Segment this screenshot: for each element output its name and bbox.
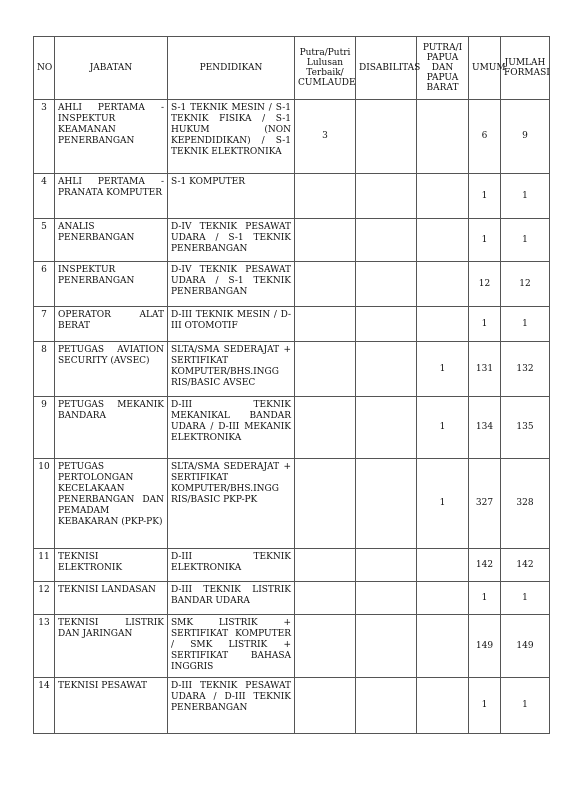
table-cell-umum: 1 [469,219,501,262]
table-cell-pendidikan: SLTA/SMA SEDERAJAT + SERTIFIKAT KOMPUTER/BHS.INGG RIS/BASIC PKP-PK [168,459,295,549]
header-row [34,37,550,100]
table-cell-disabilitas [356,307,417,342]
table-cell-jabatan: AHLI PERTAMA - PRANATA KOMPUTER [55,174,168,219]
table-cell-jumlah: 142 [501,549,550,582]
table-cell-no: 11 [34,549,55,582]
table-cell-pendidikan: D-IV TEKNIK PESAWAT UDARA / S-1 TEKNIK PENERBANGAN [168,262,295,307]
table-cell-cumlaude: 3 [295,100,356,174]
header-pendidikan: PENDIDIKAN [168,37,295,100]
table-row [34,174,550,219]
table-cell-no: 6 [34,262,55,307]
table-cell-umum: 1 [469,678,501,734]
table-cell-no: 4 [34,174,55,219]
table-cell-disabilitas [356,219,417,262]
table-row [34,262,550,307]
table-cell-cumlaude [295,582,356,615]
header-cumlaude: Putra/Putri Lulusan Terbaik/ CUMLAUDE [295,37,356,100]
table-cell-jabatan: PETUGAS MEKANIK BANDARA [55,397,168,459]
table-cell-disabilitas [356,397,417,459]
table-cell-umum: 6 [469,100,501,174]
table-cell-no: 10 [34,459,55,549]
table-row [34,582,550,615]
table-cell-cumlaude [295,219,356,262]
header-jumlah: JUMLAH FORMASI [501,37,550,100]
table-cell-no: 9 [34,397,55,459]
table-cell-disabilitas [356,459,417,549]
table-cell-jabatan: PETUGAS PERTOLONGAN KECELAKAAN PENERBANGAN DAN PEMADAM KEBAKARAN (PKP-PK) [55,459,168,549]
table-cell-pendidikan: D-IV TEKNIK PESAWAT UDARA / S-1 TEKNIK PENERBANGAN [168,219,295,262]
table-cell-cumlaude [295,342,356,397]
table-cell-jumlah: 12 [501,262,550,307]
table-cell-no: 5 [34,219,55,262]
formasi-table [33,36,550,734]
table-cell-jumlah: 9 [501,100,550,174]
table-cell-disabilitas [356,262,417,307]
table-cell-papua [417,174,469,219]
table-cell-cumlaude [295,262,356,307]
table-cell-jumlah: 328 [501,459,550,549]
table-cell-jumlah: 1 [501,307,550,342]
table-cell-pendidikan: D-III TEKNIK MESIN / D-III OTOMOTIF [168,307,295,342]
table-cell-pendidikan: S-1 KOMPUTER [168,174,295,219]
table-cell-jabatan: PETUGAS AVIATION SECURITY (AVSEC) [55,342,168,397]
table-cell-cumlaude [295,615,356,678]
table-cell-no: 7 [34,307,55,342]
header-disabilitas: DISABILITAS [356,37,417,100]
table-cell-pendidikan: D-III TEKNIK MEKANIKAL BANDAR UDARA / D-III MEKANIK ELEKTRONIKA [168,397,295,459]
table-cell-jabatan: TEKNISI LANDASAN [55,582,168,615]
header-umum: UMUM [469,37,501,100]
table-cell-pendidikan: D-III TEKNIK PESAWAT UDARA / D-III TEKNIK PENERBANGAN [168,678,295,734]
table-cell-pendidikan: D-III TEKNIK LISTRIK BANDAR UDARA [168,582,295,615]
table-cell-jabatan: INSPEKTUR PENERBANGAN [55,262,168,307]
table-cell-pendidikan: D-III TEKNIK ELEKTRONIKA [168,549,295,582]
table-row [34,459,550,549]
table-cell-jabatan: AHLI PERTAMA - INSPEKTUR KEAMANAN PENERBANGAN [55,100,168,174]
table-cell-papua: 1 [417,397,469,459]
table-cell-jabatan: TEKNISI LISTRIK DAN JARINGAN [55,615,168,678]
table-cell-pendidikan: S-1 TEKNIK MESIN / S-1 TEKNIK FISIKA / S-1 HUKUM (NON KEPENDIDIKAN) / S-1 TEKNIK ELEKTRONIKA [168,100,295,174]
table-cell-umum: 1 [469,174,501,219]
table-body [34,100,550,734]
table-cell-cumlaude [295,549,356,582]
table-cell-jumlah: 1 [501,174,550,219]
table-cell-no: 13 [34,615,55,678]
table-cell-jumlah: 1 [501,582,550,615]
table-cell-disabilitas [356,100,417,174]
table-cell-papua: 1 [417,459,469,549]
header-no: NO [34,37,55,100]
table-cell-jumlah: 135 [501,397,550,459]
table-row [34,615,550,678]
table-cell-disabilitas [356,615,417,678]
table-cell-papua [417,262,469,307]
table-cell-papua [417,582,469,615]
table-row [34,397,550,459]
table-cell-umum: 142 [469,549,501,582]
table-cell-jumlah: 1 [501,678,550,734]
table-cell-papua [417,307,469,342]
table-row [34,307,550,342]
table-cell-no: 14 [34,678,55,734]
table-cell-disabilitas [356,174,417,219]
table-cell-disabilitas [356,582,417,615]
table-cell-jabatan: ANALIS PENERBANGAN [55,219,168,262]
table-cell-umum: 131 [469,342,501,397]
table-cell-disabilitas [356,678,417,734]
table-cell-umum: 1 [469,582,501,615]
table-cell-umum: 1 [469,307,501,342]
table-cell-jumlah: 149 [501,615,550,678]
table-cell-cumlaude [295,174,356,219]
table-cell-papua [417,615,469,678]
table-cell-umum: 134 [469,397,501,459]
table-row [34,219,550,262]
table-cell-no: 3 [34,100,55,174]
table-cell-disabilitas [356,549,417,582]
table-cell-disabilitas [356,342,417,397]
table-cell-jumlah: 132 [501,342,550,397]
table-row [34,549,550,582]
table-cell-papua [417,100,469,174]
table-cell-papua: 1 [417,342,469,397]
table-cell-pendidikan: SMK LISTRIK + SERTIFIKAT KOMPUTER / SMK LISTRIK + SERTIFIKAT BAHASA INGGRIS [168,615,295,678]
table-cell-umum: 12 [469,262,501,307]
header-papua: PUTRA/I PAPUA DAN PAPUA BARAT [417,37,469,100]
header-jabatan: JABATAN [55,37,168,100]
table-cell-umum: 327 [469,459,501,549]
table-cell-cumlaude [295,459,356,549]
table-cell-jabatan: TEKNISI PESAWAT [55,678,168,734]
table-cell-jabatan: TEKNISI ELEKTRONIK [55,549,168,582]
table-cell-no: 12 [34,582,55,615]
table-row [34,100,550,174]
table-cell-papua [417,549,469,582]
table-row [34,342,550,397]
table-cell-pendidikan: SLTA/SMA SEDERAJAT + SERTIFIKAT KOMPUTER/BHS.INGG RIS/BASIC AVSEC [168,342,295,397]
table-cell-cumlaude [295,307,356,342]
table-cell-no: 8 [34,342,55,397]
table-cell-jumlah: 1 [501,219,550,262]
table-cell-jabatan: OPERATOR ALAT BERAT [55,307,168,342]
table-cell-papua [417,219,469,262]
table-cell-umum: 149 [469,615,501,678]
table-cell-papua [417,678,469,734]
table-cell-cumlaude [295,678,356,734]
table-cell-cumlaude [295,397,356,459]
table-row [34,678,550,734]
